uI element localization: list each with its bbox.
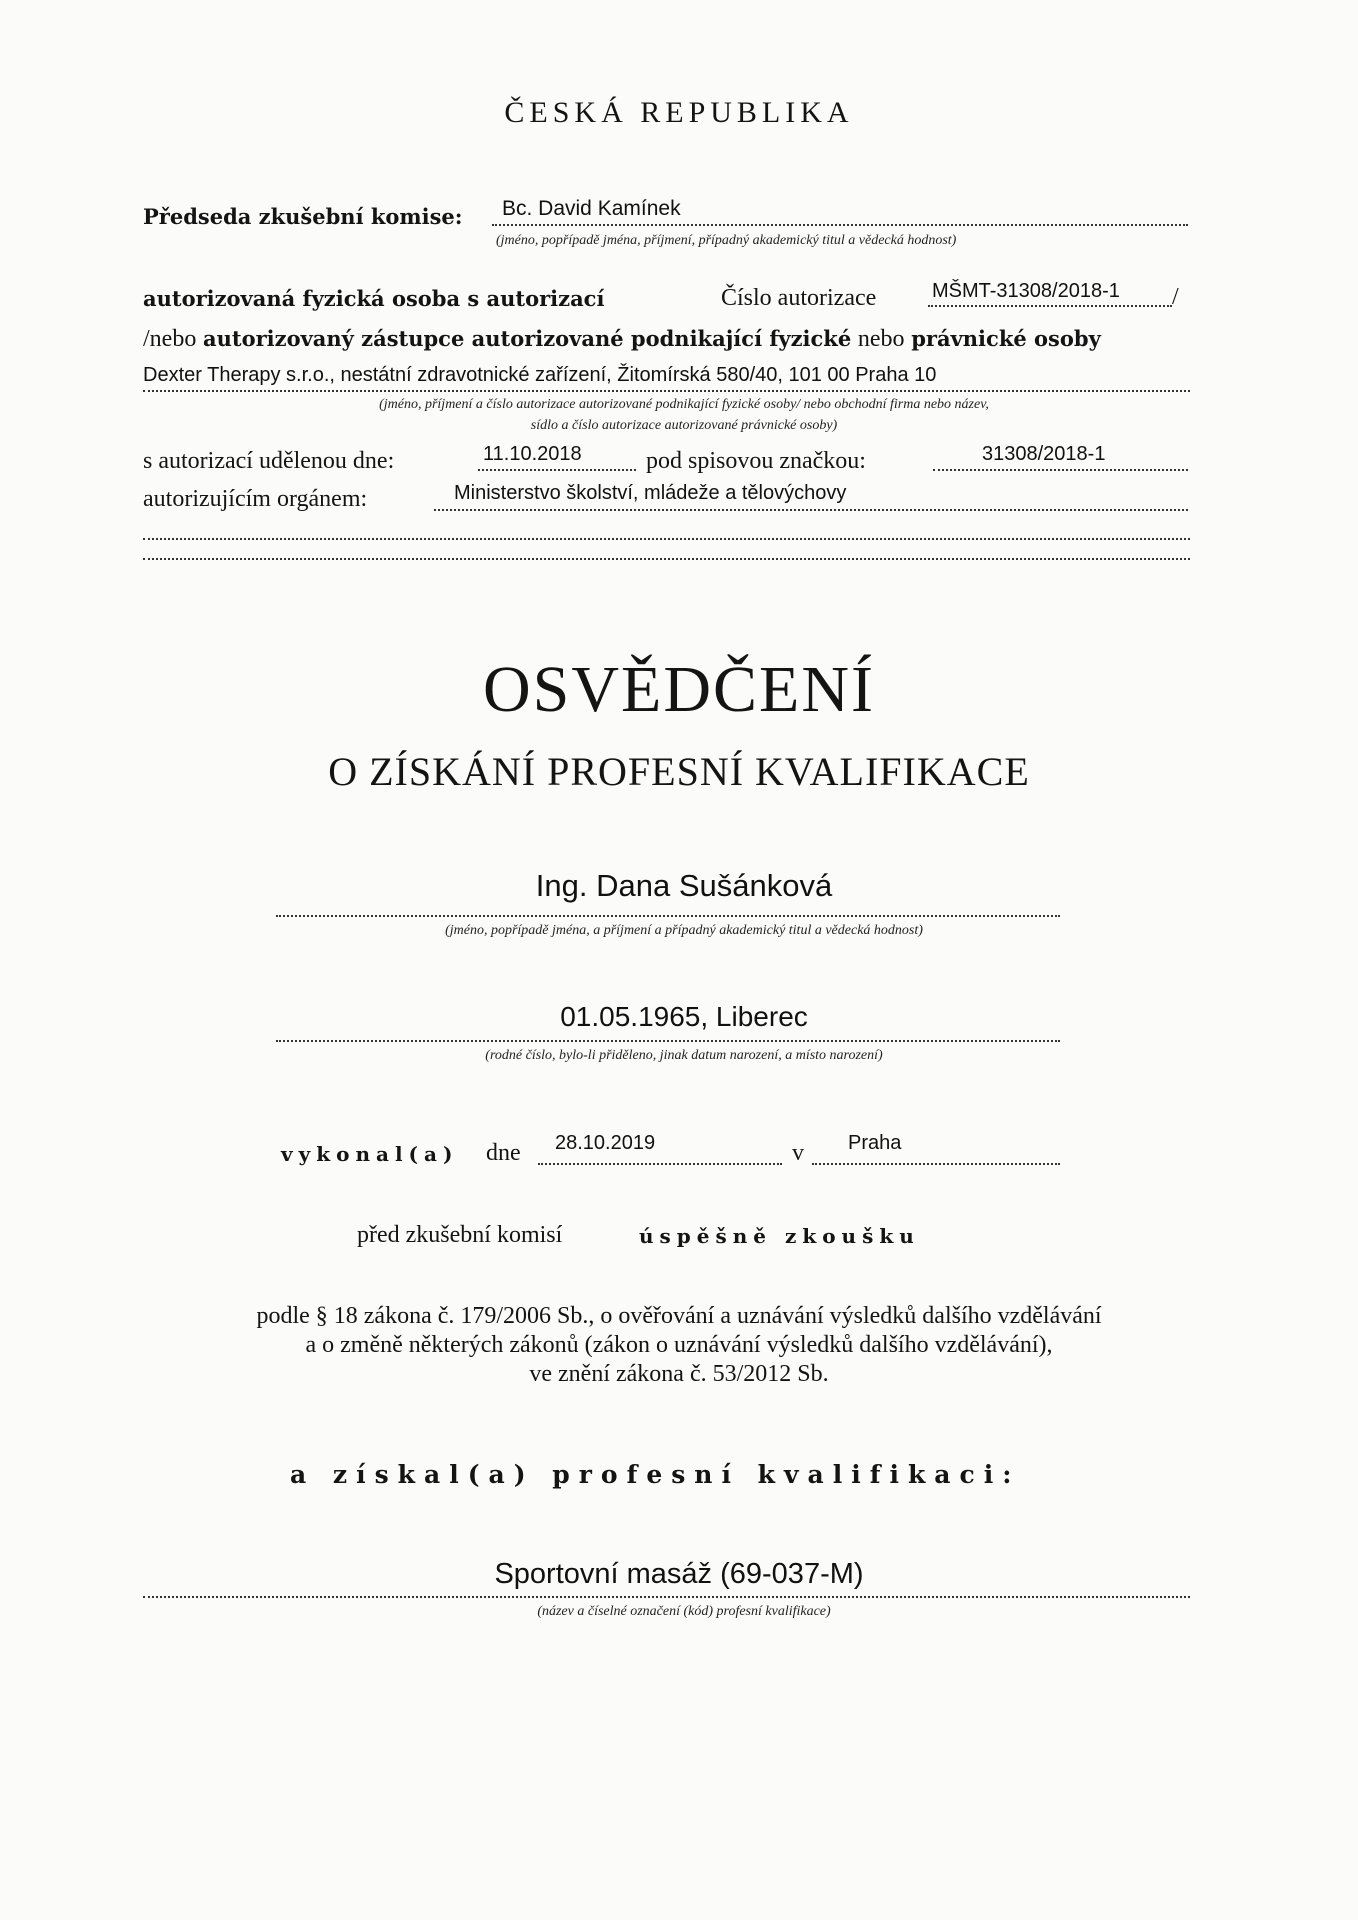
chairman-dotted-line <box>492 224 1188 226</box>
exam-date-label: dne <box>486 1140 521 1166</box>
chairman-value: Bc. David Kamínek <box>502 197 681 220</box>
representative-label: autorizovaný zástupce autorizované podnikající fyzické <box>203 326 852 351</box>
performed-label: vykonal(a) <box>281 1142 459 1166</box>
holder-name: Ing. Dana Sušánková <box>535 868 833 903</box>
legal-person-label: právnické osoby <box>911 326 1101 351</box>
law-line1: podle § 18 zákona č. 179/2006 Sb., o ověřování a uznávání výsledků dalšího vzdělávání <box>256 1303 1102 1329</box>
blank-dotted-line-1 <box>143 538 1190 540</box>
chairman-label: Předseda zkušební komise: <box>143 204 463 229</box>
or-prefix: /nebo <box>143 326 197 352</box>
or-mid: nebo <box>857 326 905 352</box>
qualification-hint: (název a číselné označení (kód) profesní kvalifikace) <box>537 1604 831 1619</box>
blank-dotted-line-2 <box>143 558 1190 560</box>
law-line3: ve znění zákona č. 53/2012 Sb. <box>529 1361 829 1387</box>
authorization-number-value: MŠMT-31308/2018-1 <box>932 280 1120 302</box>
authorized-person-label: autorizovaná fyzická osoba s autorizací <box>143 286 605 311</box>
exam-date-dotted-line <box>538 1163 782 1165</box>
holder-birth-hint: (rodné číslo, bylo-li přiděleno, jinak datum narození, a místo narození) <box>485 1048 883 1063</box>
authorization-slash: / <box>1172 284 1179 310</box>
authority-dotted-line <box>434 509 1188 511</box>
law-line2: a o změně některých zákonů (zákon o uznávání výsledků dalšího vzdělávání), <box>305 1332 1053 1358</box>
certificate-title: OSVĚDČENÍ <box>483 653 875 726</box>
qualification-dotted-line <box>143 1596 1190 1598</box>
exam-place-value: Praha <box>848 1132 902 1154</box>
authorized-representative-line <box>143 326 1101 353</box>
file-number-dotted-line <box>933 469 1188 471</box>
certificate-subtitle: O ZÍSKÁNÍ PROFESNÍ KVALIFIKACE <box>328 749 1030 794</box>
entity-value: Dexter Therapy s.r.o., nestátní zdravotnické zařízení, Žitomírská 580/40, 101 00 Praha 10 <box>143 364 937 386</box>
entity-hint-line2: sídlo a číslo autorizace autorizované právnické osoby) <box>530 418 838 433</box>
holder-name-dotted-line <box>276 915 1060 917</box>
holder-birth: 01.05.1965, Liberec <box>560 1001 808 1032</box>
chairman-hint: (jméno, popřípadě jména, příjmení, případný akademický titul a vědecká hodnost) <box>496 233 957 248</box>
authority-value: Ministerstvo školství, mládeže a tělovýchovy <box>454 482 847 504</box>
exam-place-dotted-line <box>812 1163 1060 1165</box>
authority-label: autorizujícím orgánem: <box>143 486 368 512</box>
qualification-value: Sportovní masáž (69-037-M) <box>494 1558 864 1590</box>
holder-name-hint: (jméno, popřípadě jména, a příjmení a případný akademický titul a vědecká hodnost) <box>445 923 923 938</box>
file-number-value: 31308/2018-1 <box>982 443 1106 465</box>
country-heading: ČESKÁ REPUBLIKA <box>504 96 854 129</box>
authorization-number-label: Číslo autorizace <box>721 285 877 311</box>
before-committee-label: před zkušební komisí <box>357 1222 563 1248</box>
granted-date-value: 11.10.2018 <box>483 443 582 465</box>
holder-birth-dotted-line <box>276 1040 1060 1042</box>
file-number-label: pod spisovou značkou: <box>646 448 866 474</box>
exam-result: úspěšně zkoušku <box>639 1224 920 1248</box>
granted-date-label: s autorizací udělenou dne: <box>143 448 395 474</box>
exam-date-value: 28.10.2019 <box>555 1132 656 1154</box>
authorization-number-dotted-line <box>928 305 1172 307</box>
entity-hint-line1: (jméno, příjmení a číslo autorizace autorizované podnikající fyzické osoby/ nebo obchodní firma nebo název, <box>379 397 989 412</box>
qualification-heading: a získal(a) profesní kvalifikaci: <box>290 1460 1021 1489</box>
granted-date-dotted-line <box>478 469 636 471</box>
entity-dotted-line <box>143 390 1190 392</box>
exam-place-label: v <box>792 1140 804 1166</box>
